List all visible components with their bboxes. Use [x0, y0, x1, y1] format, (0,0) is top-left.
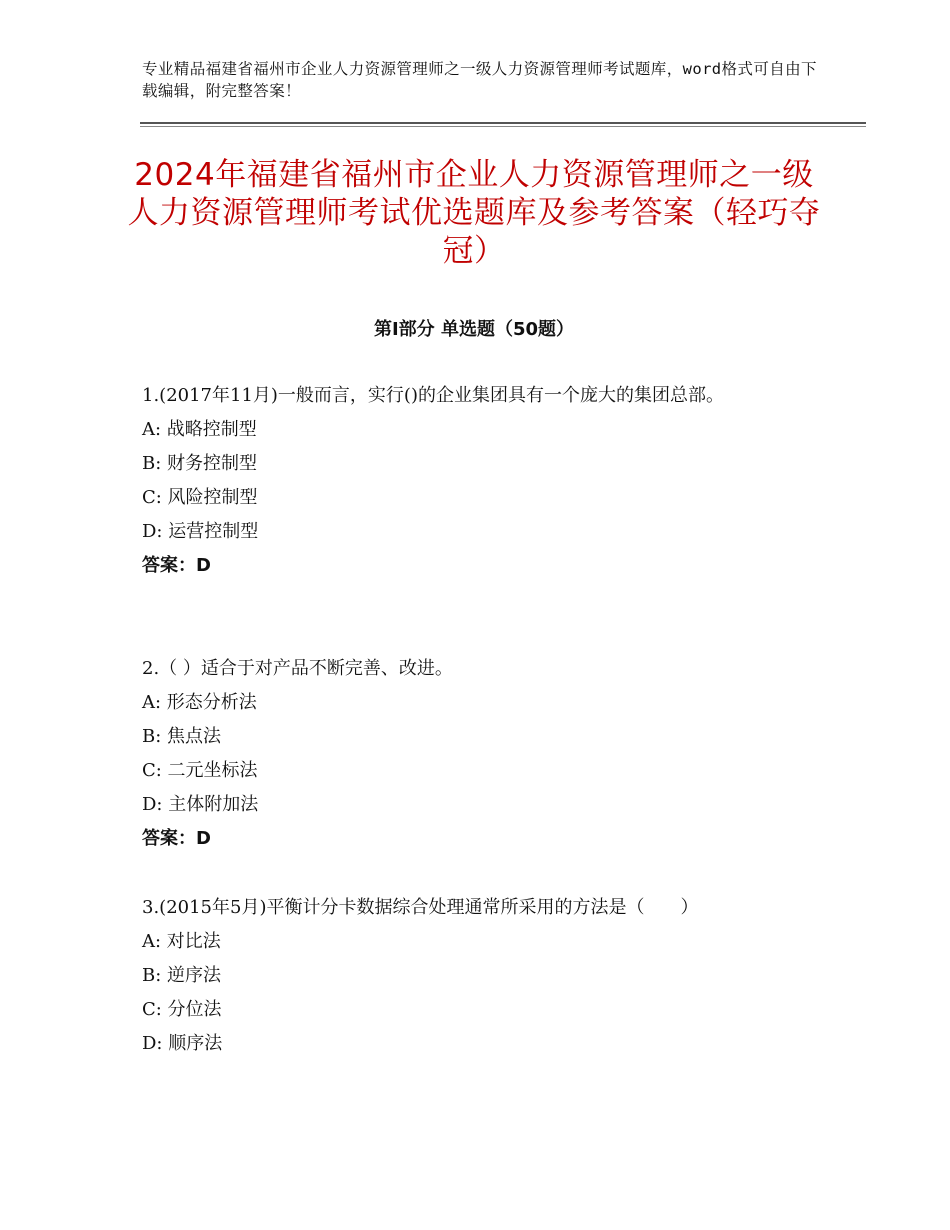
- option-a: A: 对比法: [142, 931, 221, 952]
- question-2: [142, 652, 822, 856]
- question-1: [142, 379, 822, 583]
- question-stem: 3.(2015年5月)平衡计分卡数据综合处理通常所采用的方法是（ ）: [142, 897, 699, 918]
- option-a: A: 战略控制型: [142, 419, 257, 440]
- section-title: 第Ⅰ部分 单选题（50题）: [373, 319, 574, 340]
- option-d: D: 主体附加法: [142, 794, 259, 815]
- document-title: 2024年福建省福州市企业人力资源管理师之一级人力资源管理师考试优选题库及参考答案（轻巧夺冠）: [127, 157, 821, 269]
- answer: 答案：D: [142, 555, 211, 576]
- option-c: C: 二元坐标法: [142, 760, 258, 781]
- option-b: B: 焦点法: [142, 726, 222, 747]
- option-d: D: 运营控制型: [142, 521, 259, 542]
- option-b: B: 财务控制型: [142, 453, 258, 474]
- question-stem: 1.(2017年11月)一般而言，实行()的企业集团具有一个庞大的集团总部。: [142, 385, 724, 406]
- header-note: 专业精品福建省福州市企业人力资源管理师之一级人力资源管理师考试题库，word格式可自由下载编辑，附完整答案！: [142, 60, 817, 100]
- question-stem: 2.（ ）适合于对产品不断完善、改进。: [142, 658, 453, 679]
- option-c: C: 风险控制型: [142, 487, 258, 508]
- header-divider-thin: [140, 126, 866, 127]
- option-b: B: 逆序法: [142, 965, 222, 986]
- question-3: [142, 891, 822, 1061]
- header-divider: [140, 122, 866, 124]
- option-d: D: 顺序法: [142, 1033, 223, 1054]
- option-a: A: 形态分析法: [142, 692, 257, 713]
- answer: 答案：D: [142, 828, 211, 849]
- option-c: C: 分位法: [142, 999, 222, 1020]
